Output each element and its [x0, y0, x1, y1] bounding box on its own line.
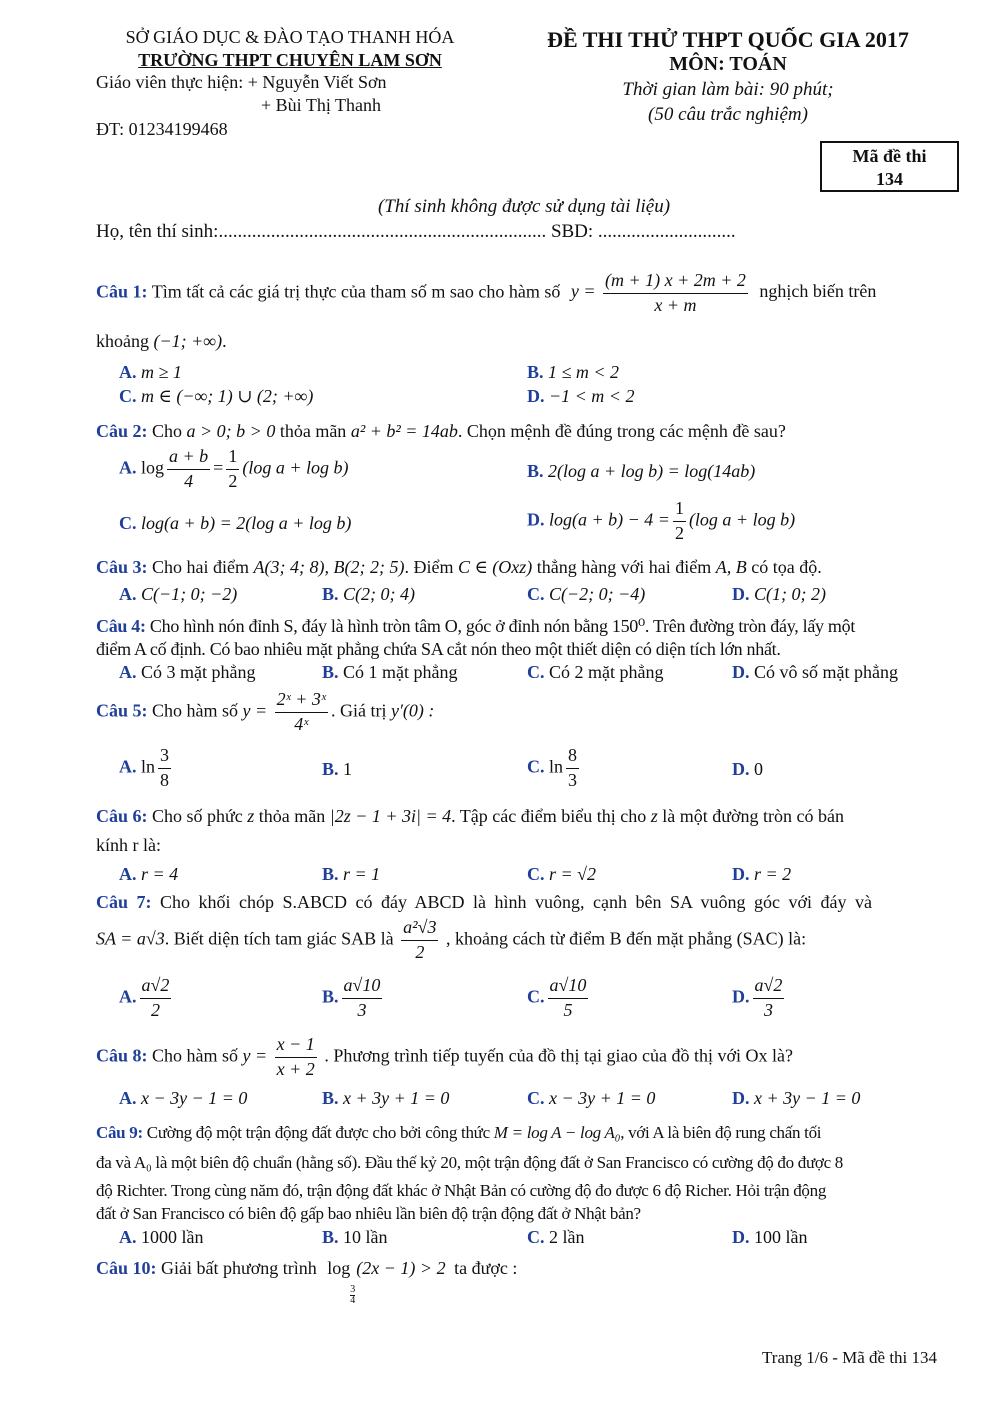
question-text: Tìm tất cả các giá trị thực của tham số m sao cho hàm số	[151, 281, 561, 302]
question-9-line-4: đất ở San Francisco có biên độ gấp bao nhiêu lần biên độ trận động đất ở Nhật bản?	[96, 1204, 641, 1223]
answer-a[interactable]: A. log $\frac{a + b}{4}$ = $\frac{1}{2}$ (log a + log b)	[119, 446, 349, 491]
answer-b[interactable]: B. C(2; 0; 4)	[322, 584, 415, 604]
teacher-line-2: + Bùi Thị Thanh	[261, 95, 381, 115]
question-1	[96, 271, 876, 316]
answer-c[interactable]: C. x − 3y + 1 = 0	[527, 1088, 656, 1108]
answer-d[interactable]: D. r = 2	[732, 864, 792, 884]
question-label: Câu 7:	[96, 892, 152, 912]
question-5: Câu 5: Cho hàm số y = $\frac{\text{2ˣ + 3ˣ}}{\text{4ˣ}}$ . Giá trị y′(0) :	[96, 689, 435, 734]
math-expr: y =	[570, 281, 596, 302]
question-label: Câu 9:	[96, 1123, 143, 1142]
question-4: Câu 4: Cho hình nón đỉnh S, đáy là hình tròn tâm O, góc ở đỉnh nón bằng 150⁰. Trên đường tròn đáy, lấy một	[96, 616, 856, 636]
answer-b[interactable]: B. 10 lần	[322, 1227, 388, 1247]
answer-c[interactable]: C. r = √2	[527, 864, 597, 884]
question-count: (50 câu trắc nghiệm)	[648, 104, 808, 125]
answer-d[interactable]: D. 0	[732, 759, 763, 779]
exam-title: ĐỀ THI THỬ THPT QUỐC GIA 2017	[547, 27, 909, 52]
answer-a[interactable]: A. x − 3y − 1 = 0	[119, 1088, 248, 1108]
teacher-line-1: Giáo viên thực hiện: + Nguyễn Viết Sơn	[96, 72, 387, 92]
question-6: Câu 6: Cho số phức z thỏa mãn |2z − 1 + 3i| = 4. Tập các điểm biểu thị cho z là một đường tròn có bán	[96, 806, 844, 826]
answer-b[interactable]: B. 1 ≤ m < 2	[527, 362, 620, 382]
answer-b[interactable]: B. r = 1	[322, 864, 381, 884]
answer-a[interactable]: A. 1000 lần	[119, 1227, 204, 1247]
answer-b[interactable]: B. x + 3y + 1 = 0	[322, 1088, 450, 1108]
school-name: TRƯỜNG THPT CHUYÊN LAM SƠN	[138, 50, 442, 70]
answer-a[interactable]: A. Có 3 mặt phẳng	[119, 662, 256, 682]
answer-d[interactable]: D. x + 3y − 1 = 0	[732, 1088, 861, 1108]
candidate-name-line: Họ, tên thí sinh:..................................................................... SBD: .............................	[96, 221, 736, 242]
answer-b[interactable]: B. 1	[322, 759, 353, 779]
department-name: SỞ GIÁO DỤC & ĐÀO TẠO THANH HÓA	[125, 27, 455, 47]
question-label: Câu 8:	[96, 1045, 148, 1066]
question-10: Câu 10: Giải bất phương trình log $\frac{3}{4}$ (2x − 1) > 2 ta được :	[96, 1258, 518, 1306]
answer-a[interactable]: A. $\frac{a√2}{2}$	[119, 975, 170, 1020]
answer-a[interactable]: A. C(−1; 0; −2)	[119, 584, 238, 604]
answer-c[interactable]: C. $\frac{a√10}{5}$	[527, 975, 587, 1020]
question-9-line-2: đa và A₀ là một biên độ chuẩn (hằng số). Đầu thế kỷ 20, một trận động đất ở San Francisco có cường độ đo được 8	[96, 1153, 843, 1172]
math-expr: (−1; +∞)	[153, 331, 223, 351]
page-footer: Trang 1/6 - Mã đề thi 134	[762, 1348, 938, 1367]
question-text: khoảng	[96, 331, 149, 351]
exam-time: Thời gian làm bài: 90 phút;	[622, 79, 834, 100]
answer-a[interactable]: A. m ≥ 1	[119, 362, 182, 382]
question-label: Câu 3:	[96, 557, 148, 577]
question-4-cont: điểm A cố định. Có bao nhiêu mặt phẳng chứa SA cắt nón theo một thiết diện có diện tích lớn nhất.	[96, 639, 781, 659]
question-6-cont: kính r là:	[96, 835, 161, 855]
question-label: Câu 4:	[96, 616, 146, 636]
phone-number: ĐT: 01234199468	[96, 119, 228, 139]
question-8: Câu 8: Cho hàm số y = $\frac{x - 1}{x + 2}$ . Phương trình tiếp tuyến của đồ thị tại giao của đồ thị với Ox là?	[96, 1034, 794, 1079]
math-fraction: $\frac{(m + 1) x + 2m + 2}{x + m}$	[604, 270, 746, 315]
answer-d[interactable]: D. −1 < m < 2	[527, 386, 635, 406]
question-label: Câu 6:	[96, 806, 148, 826]
question-9-line-3: độ Richter. Trong cùng năm đó, trận động đất khác ở Nhật Bản có cường độ đo được 6 độ Richer. Hỏi trận động	[96, 1181, 827, 1200]
answer-d[interactable]: D. 100 lần	[732, 1227, 808, 1247]
exam-code-box	[820, 141, 959, 192]
question-7-cont: SA = a√3. Biết diện tích tam giác SAB là $\frac{\text{a²√3}}{2}$ , khoảng cách từ điểm B đến mặt phẳng (SAC) là:	[96, 917, 807, 962]
question-label: Câu 2:	[96, 421, 148, 441]
question-7: Câu 7: Cho khối chóp S.ABCD có đáy ABCD là hình vuông, cạnh bên SA vuông góc với đáy và	[96, 892, 872, 912]
answer-c[interactable]: C. C(−2; 0; −4)	[527, 584, 646, 604]
no-materials-note: (Thí sinh không được sử dụng tài liệu)	[377, 196, 671, 217]
answer-b[interactable]: B. 2(log a + log b) = log(14ab)	[527, 461, 756, 481]
answer-c[interactable]: C. 2 lần	[527, 1227, 585, 1247]
answer-d[interactable]: D. log(a + b) − 4 = $\frac{1}{2}$ (log a + log b)	[527, 498, 796, 543]
exam-code-label: Mã đề thi	[852, 146, 927, 166]
subject-title: MÔN: TOÁN	[669, 53, 787, 75]
question-label: Câu 1:	[96, 281, 148, 302]
answer-d[interactable]: D. C(1; 0; 2)	[732, 584, 826, 604]
question-9: Câu 9: Cường độ một trận động đất được cho bởi công thức M = log A − log A₀, với A là biên độ rung chấn tối	[96, 1123, 822, 1142]
exam-code-value: 134	[876, 168, 903, 189]
answer-a[interactable]: A. r = 4	[119, 864, 179, 884]
question-text: nghịch biến trên	[759, 281, 877, 302]
answer-b[interactable]: B. $\frac{a√10}{3}$	[322, 975, 381, 1020]
answer-d[interactable]: D. Có vô số mặt phẳng	[732, 662, 898, 682]
answer-d[interactable]: D. $\frac{a√2}{3}$	[732, 975, 783, 1020]
question-label: Câu 5:	[96, 700, 148, 721]
answer-c[interactable]: C. Có 2 mặt phẳng	[527, 662, 664, 682]
answer-c[interactable]: C. m ∈ (−∞; 1) ∪ (2; +∞)	[119, 386, 314, 406]
answer-a[interactable]: A. ln $\frac{3}{8}$	[119, 745, 170, 790]
question-3: Câu 3: Cho hai điểm A(3; 4; 8), B(2; 2; 5). Điểm C ∈ (Oxz) thẳng hàng với hai điểm A, B có tọa độ.	[96, 557, 822, 577]
question-1-cont: khoảng (−1; +∞).	[96, 331, 227, 351]
answer-b[interactable]: B. Có 1 mặt phẳng	[322, 662, 458, 682]
answer-c[interactable]: C. ln $\frac{8}{3}$	[527, 745, 578, 790]
question-label: Câu 10:	[96, 1258, 157, 1278]
answer-c[interactable]: C. log(a + b) = 2(log a + log b)	[119, 513, 352, 533]
question-2: Câu 2: Cho a > 0; b > 0 thỏa mãn a² + b² = 14ab. Chọn mệnh đề đúng trong các mệnh đề sau?	[96, 421, 786, 441]
